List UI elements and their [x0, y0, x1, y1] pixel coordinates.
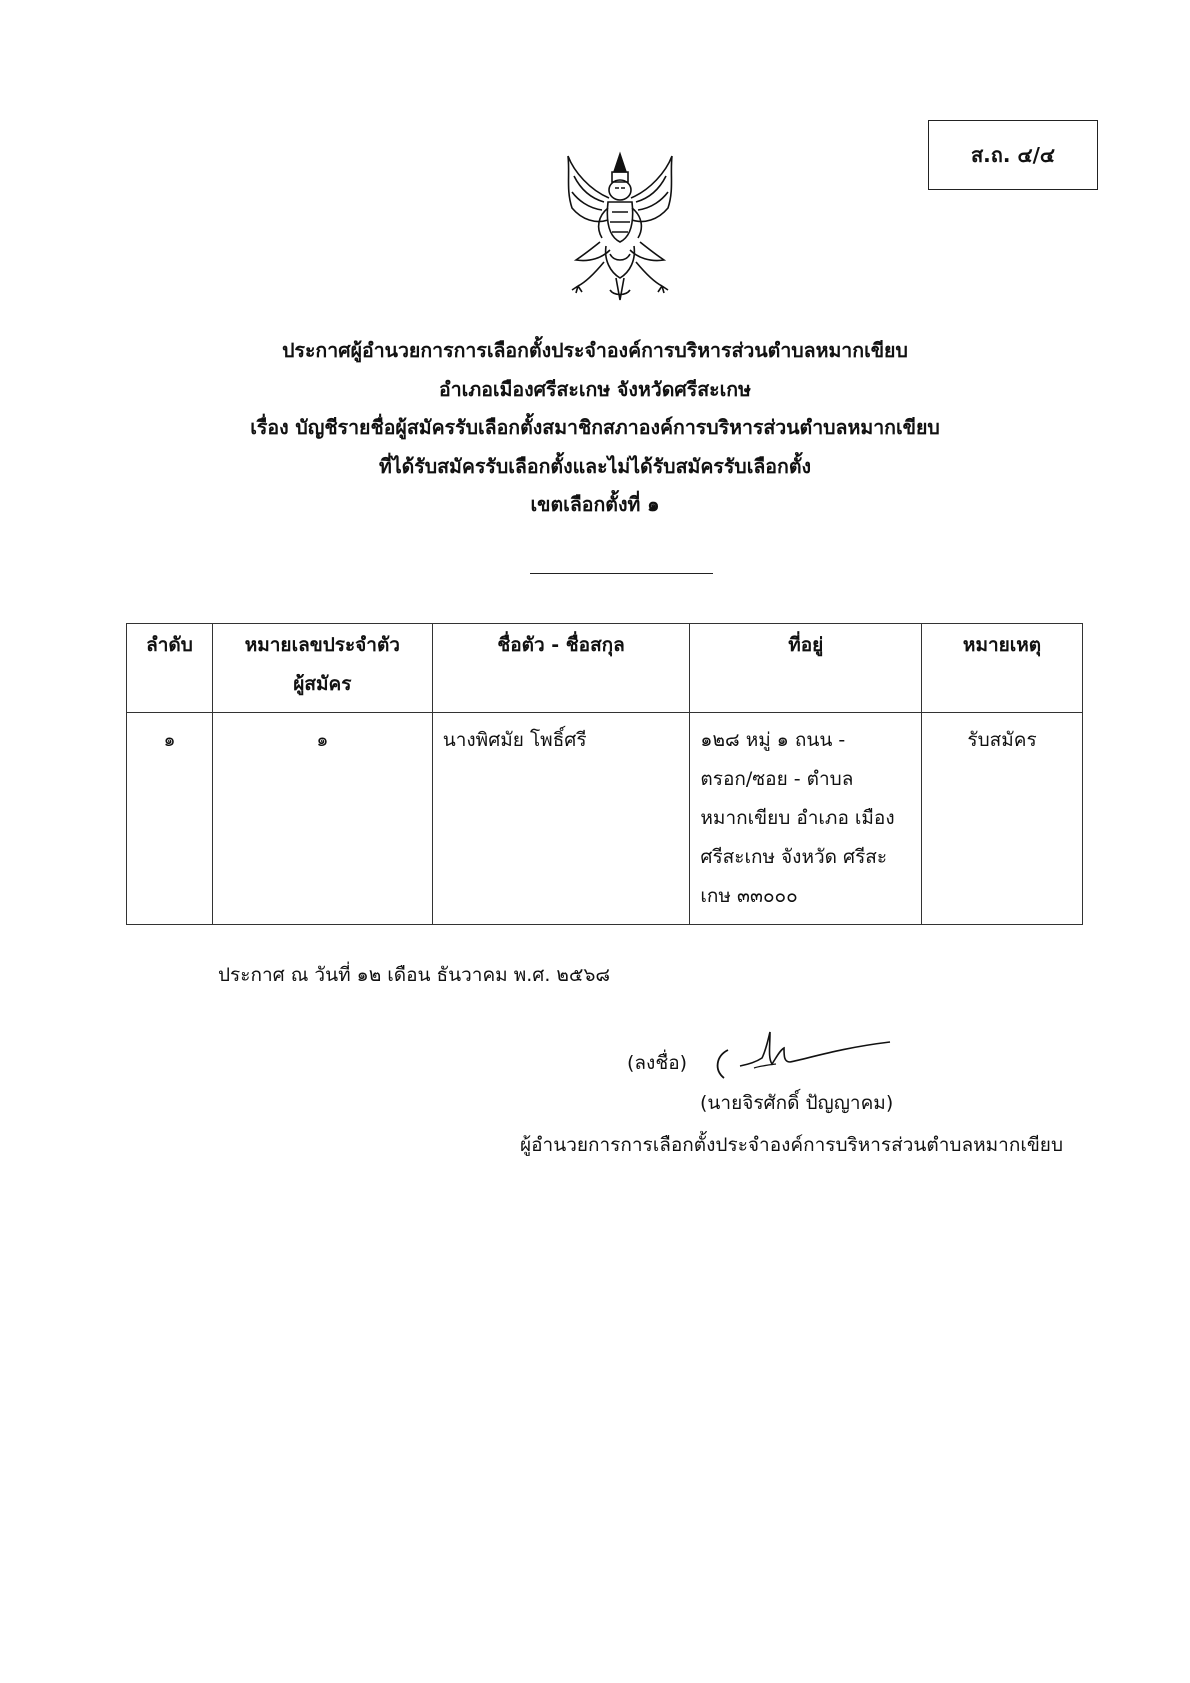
- address-line: ตรอก/ซอย - ตำบล: [700, 768, 854, 790]
- header-candidate-number-line-1: หมายเลขประจำตัว: [244, 634, 400, 656]
- announcement-date: ประกาศ ณ วันที่ ๑๒ เดือน ธันวาคม พ.ศ. ๒๕๖๘: [218, 964, 611, 986]
- header-name: ชื่อตัว - ชื่อสกุล: [432, 624, 690, 713]
- form-code-box: ส.ถ. ๔/๔: [928, 120, 1098, 190]
- heading-line-1: ประกาศผู้อำนวยการการเลือกตั้งประจำองค์การบริหารส่วนตำบลหมากเขียบ: [282, 339, 908, 362]
- cell-address: [690, 713, 922, 925]
- heading-divider: [530, 573, 713, 574]
- cell-order: ๑: [127, 713, 213, 925]
- announcement-heading: [0, 332, 1190, 525]
- cell-candidate-number: ๑: [212, 713, 432, 925]
- heading-line-3: เรื่อง บัญชีรายชื่อผู้สมัครรับเลือกตั้งสมาชิกสภาองค์การบริหารส่วนตำบลหมากเขียบ: [250, 416, 940, 439]
- header-remark: หมายเหตุ: [922, 624, 1083, 713]
- heading-line-2: อำเภอเมืองศรีสะเกษ จังหวัดศรีสะเกษ: [439, 377, 751, 401]
- address-line: ศรีสะเกษ จังหวัด ศรีสะ: [700, 846, 888, 868]
- address-line: เกษ ๓๓๐๐๐: [700, 885, 798, 907]
- heading-line-4: ที่ได้รับสมัครรับเลือกตั้งและไม่ได้รับสมัครรับเลือกตั้ง: [378, 454, 812, 478]
- header-address: ที่อยู่: [690, 624, 922, 713]
- signature-prefix: (ลงชื่อ): [627, 1052, 688, 1074]
- cell-remark: รับสมัคร: [922, 713, 1083, 925]
- cell-name: นางพิศมัย โพธิ์ศรี: [432, 713, 690, 925]
- address-line: หมากเขียบ อำเภอ เมือง: [700, 807, 895, 829]
- heading-line-5: เขตเลือกตั้งที่ ๑: [530, 493, 660, 516]
- signer-title: ผู้อำนวยการการเลือกตั้งประจำองค์การบริหารส่วนตำบลหมากเขียบ: [520, 1134, 1064, 1156]
- signer-name: (นายจิรศักดิ์ ปัญญาคม): [700, 1092, 894, 1114]
- garuda-emblem-icon: [560, 150, 680, 306]
- candidates-table: [126, 623, 1083, 925]
- header-candidate-number: [212, 624, 432, 713]
- handwritten-signature: [710, 1028, 895, 1088]
- table-row: [127, 713, 1083, 925]
- table-header-row: [127, 624, 1083, 713]
- header-order: ลำดับ: [127, 624, 213, 713]
- header-candidate-number-line-2: ผู้สมัคร: [293, 673, 352, 695]
- address-line: ๑๒๘ หมู่ ๑ ถนน -: [700, 729, 846, 751]
